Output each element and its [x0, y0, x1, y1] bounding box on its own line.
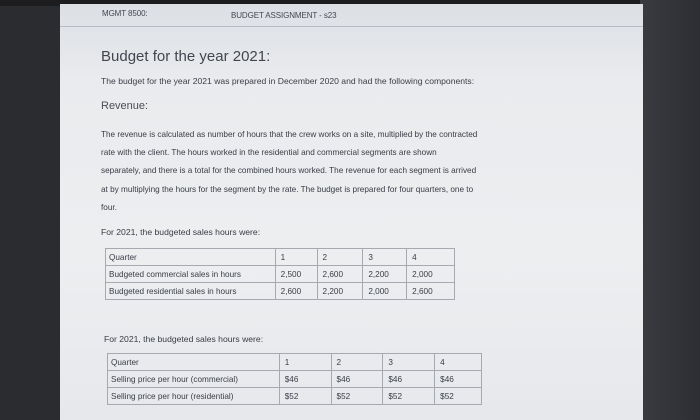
table-row: [108, 371, 482, 388]
table-row: [106, 283, 455, 300]
table-row: [106, 266, 455, 283]
table-cell: 3: [363, 249, 407, 266]
table-cell: $46: [279, 371, 331, 388]
table-cell: 4: [407, 249, 455, 266]
table-cell: $46: [331, 371, 383, 388]
table-cell: $52: [383, 388, 435, 405]
table-cell: 2,600: [275, 283, 317, 300]
table-cell: Budgeted residential sales in hours: [106, 283, 276, 300]
course-code: MGMT 8500:: [102, 9, 148, 18]
table-cell: 2,500: [275, 266, 317, 283]
table-cell: $52: [331, 388, 383, 405]
table-cell: 3: [383, 354, 435, 371]
table-cell: 4: [435, 354, 482, 371]
monitor-frame: [640, 0, 700, 420]
table-cell: $46: [435, 371, 482, 388]
table-cell: 2,000: [407, 266, 455, 283]
table-cell: Quarter: [106, 249, 276, 266]
table-row: [108, 388, 482, 405]
table-cell: 2,200: [317, 283, 363, 300]
table-cell: 2,600: [407, 283, 455, 300]
table-cell: Selling price per hour (commercial): [108, 371, 280, 388]
table-cell: 2,200: [363, 266, 407, 283]
page-title: Budget for the year 2021:: [101, 48, 271, 65]
revenue-paragraph: [101, 126, 551, 217]
paragraph-line: four.: [101, 202, 117, 212]
document-header: [60, 4, 643, 27]
budgeted-hours-table: [105, 248, 455, 300]
paragraph-line: rate with the client. The hours worked in the residential and commercial segments are shown: [101, 148, 437, 158]
document-page: [60, 4, 643, 420]
table-cell: $52: [279, 388, 331, 405]
table-cell: 2,000: [363, 283, 407, 300]
paragraph-line: separately, and there is a total for the combined hours worked. The revenue for each segment is arrived: [101, 166, 477, 176]
paragraph-line: The revenue is calculated as number of hours that the crew works on a site, multiplied by the contracted: [101, 130, 478, 139]
table-cell: 2: [331, 354, 383, 371]
selling-price-table: [107, 353, 482, 405]
table-cell: 2,600: [317, 266, 363, 283]
price-caption: For 2021, the budgeted sales hours were:: [104, 334, 264, 344]
table-cell: Selling price per hour (residential): [108, 388, 280, 405]
table-header-row: [106, 249, 455, 266]
table-cell: $46: [383, 371, 435, 388]
paragraph-line: at by multiplying the hours for the segment by the rate. The budget is prepared for four quarters, one to: [101, 184, 474, 194]
table-cell: 1: [279, 354, 331, 371]
section-heading-revenue: Revenue:: [101, 100, 149, 112]
table-cell: Quarter: [108, 354, 280, 371]
table-header-row: [108, 354, 482, 371]
assignment-title: BUDGET ASSIGNMENT - s23: [231, 11, 337, 20]
hours-caption: For 2021, the budgeted sales hours were:: [101, 227, 261, 237]
table-cell: 1: [275, 249, 317, 266]
table-cell: 2: [317, 249, 363, 266]
table-cell: $52: [435, 388, 482, 405]
table-cell: Budgeted commercial sales in hours: [106, 266, 276, 283]
intro-text: The budget for the year 2021 was prepared in December 2020 and had the following components:: [101, 76, 475, 86]
